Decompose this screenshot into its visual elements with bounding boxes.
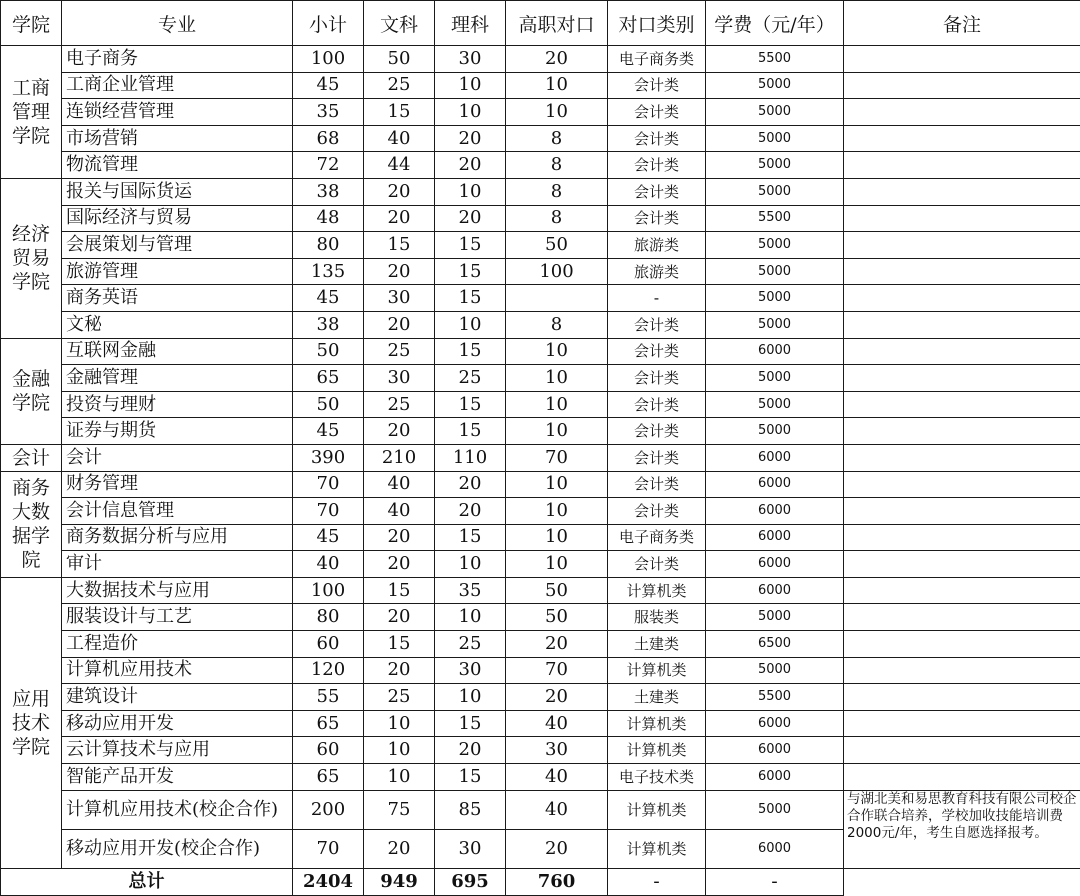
vocational-cell: 20 — [506, 46, 608, 73]
remarks-cell — [844, 391, 1080, 418]
science-cell: 25 — [435, 631, 506, 658]
vocational-cell: 20 — [506, 684, 608, 711]
total-label: 总计 — [1, 868, 293, 895]
table-row — [1, 72, 1080, 99]
tuition-cell: 6000 — [706, 338, 844, 365]
tuition-cell: 5000 — [706, 790, 844, 829]
table-row — [1, 152, 1080, 179]
science-cell: 15 — [435, 710, 506, 737]
major-cell: 移动应用开发 — [62, 710, 293, 737]
tuition-cell: 5500 — [706, 684, 844, 711]
college-cell: 商务大数据学院 — [1, 471, 62, 577]
science-cell: 15 — [435, 418, 506, 445]
arts-cell: 15 — [364, 631, 435, 658]
vocational-cell: 50 — [506, 577, 608, 604]
remarks-cell — [844, 285, 1080, 312]
category-cell: 会计类 — [608, 99, 706, 126]
vocational-cell: 40 — [506, 790, 608, 829]
header-major: 专业 — [62, 1, 293, 46]
science-cell: 15 — [435, 258, 506, 285]
category-cell: 会计类 — [608, 125, 706, 152]
total-remarks — [844, 868, 1080, 895]
science-cell: 10 — [435, 99, 506, 126]
vocational-cell: 10 — [506, 418, 608, 445]
category-cell: 会计类 — [608, 498, 706, 525]
remarks-cell — [844, 178, 1080, 205]
table-row — [1, 684, 1080, 711]
science-cell: 15 — [435, 391, 506, 418]
tuition-cell: 6000 — [706, 737, 844, 764]
major-cell: 投资与理财 — [62, 391, 293, 418]
table-row — [1, 365, 1080, 392]
table-row — [1, 498, 1080, 525]
major-cell: 金融管理 — [62, 365, 293, 392]
subtotal-cell: 45 — [293, 72, 364, 99]
header-arts: 文科 — [364, 1, 435, 46]
table-row — [1, 710, 1080, 737]
science-cell: 10 — [435, 551, 506, 578]
arts-cell: 20 — [364, 205, 435, 232]
science-cell: 15 — [435, 524, 506, 551]
major-cell: 大数据技术与应用 — [62, 577, 293, 604]
major-cell: 国际经济与贸易 — [62, 205, 293, 232]
tuition-cell: 5000 — [706, 232, 844, 259]
major-cell: 文秘 — [62, 311, 293, 338]
vocational-cell — [506, 285, 608, 312]
major-cell: 市场营销 — [62, 125, 293, 152]
subtotal-cell: 72 — [293, 152, 364, 179]
remarks-cell — [844, 232, 1080, 259]
major-cell: 旅游管理 — [62, 258, 293, 285]
header-category: 对口类别 — [608, 1, 706, 46]
arts-cell: 44 — [364, 152, 435, 179]
subtotal-cell: 70 — [293, 498, 364, 525]
vocational-cell: 40 — [506, 710, 608, 737]
table-row — [1, 657, 1080, 684]
category-cell: 旅游类 — [608, 232, 706, 259]
category-cell: 土建类 — [608, 631, 706, 658]
category-cell: 会计类 — [608, 418, 706, 445]
subtotal-cell: 80 — [293, 232, 364, 259]
subtotal-cell: 60 — [293, 631, 364, 658]
major-cell: 计算机应用技术 — [62, 657, 293, 684]
subtotal-cell: 45 — [293, 285, 364, 312]
arts-cell: 40 — [364, 498, 435, 525]
header-vocational: 高职对口 — [506, 1, 608, 46]
tuition-cell: 6000 — [706, 710, 844, 737]
tuition-cell: 6000 — [706, 498, 844, 525]
table-row — [1, 258, 1080, 285]
science-cell: 85 — [435, 790, 506, 829]
header-science: 理科 — [435, 1, 506, 46]
tuition-cell: 6000 — [706, 577, 844, 604]
vocational-cell: 8 — [506, 205, 608, 232]
tuition-cell: 5000 — [706, 258, 844, 285]
college-cell: 经济贸易学院 — [1, 178, 62, 338]
arts-cell: 40 — [364, 471, 435, 498]
tuition-cell: 5000 — [706, 311, 844, 338]
subtotal-cell: 55 — [293, 684, 364, 711]
arts-cell: 20 — [364, 178, 435, 205]
major-cell: 审计 — [62, 551, 293, 578]
remarks-cell — [844, 551, 1080, 578]
remarks-cell — [844, 577, 1080, 604]
table-row — [1, 790, 1080, 829]
science-cell: 15 — [435, 338, 506, 365]
remarks-cell — [844, 604, 1080, 631]
subtotal-cell: 65 — [293, 764, 364, 791]
subtotal-cell: 50 — [293, 391, 364, 418]
vocational-cell: 10 — [506, 99, 608, 126]
remarks-cell — [844, 684, 1080, 711]
arts-cell: 15 — [364, 99, 435, 126]
vocational-cell: 10 — [506, 391, 608, 418]
arts-cell: 10 — [364, 764, 435, 791]
arts-cell: 10 — [364, 737, 435, 764]
science-cell: 10 — [435, 604, 506, 631]
subtotal-cell: 68 — [293, 125, 364, 152]
arts-cell: 210 — [364, 444, 435, 471]
remarks-cell — [844, 444, 1080, 471]
remarks-cell — [844, 152, 1080, 179]
remarks-cell — [844, 311, 1080, 338]
tuition-cell: 5000 — [706, 657, 844, 684]
tuition-cell: 6000 — [706, 471, 844, 498]
vocational-cell: 30 — [506, 737, 608, 764]
category-cell: 会计类 — [608, 444, 706, 471]
tuition-cell: 5500 — [706, 46, 844, 73]
vocational-cell: 8 — [506, 152, 608, 179]
category-cell: - — [608, 285, 706, 312]
science-cell: 20 — [435, 125, 506, 152]
header-tuition: 学费（元/年） — [706, 1, 844, 46]
major-cell: 电子商务 — [62, 46, 293, 73]
vocational-cell: 10 — [506, 498, 608, 525]
category-cell: 会计类 — [608, 72, 706, 99]
arts-cell: 20 — [364, 604, 435, 631]
category-cell: 会计类 — [608, 338, 706, 365]
table-row — [1, 285, 1080, 312]
major-cell: 建筑设计 — [62, 684, 293, 711]
category-cell: 旅游类 — [608, 258, 706, 285]
tuition-cell: 5000 — [706, 604, 844, 631]
category-cell: 会计类 — [608, 551, 706, 578]
science-cell: 30 — [435, 657, 506, 684]
total-subtotal: 2404 — [293, 868, 364, 895]
table-row — [1, 764, 1080, 791]
subtotal-cell: 38 — [293, 311, 364, 338]
remarks-cell — [844, 418, 1080, 445]
category-cell: 会计类 — [608, 152, 706, 179]
remarks-cell — [844, 471, 1080, 498]
vocational-cell: 10 — [506, 524, 608, 551]
header-college: 学院 — [1, 1, 62, 46]
arts-cell: 20 — [364, 657, 435, 684]
science-cell: 15 — [435, 285, 506, 312]
category-cell: 会计类 — [608, 365, 706, 392]
science-cell: 15 — [435, 232, 506, 259]
table-row — [1, 338, 1080, 365]
category-cell: 会计类 — [608, 311, 706, 338]
vocational-cell: 10 — [506, 72, 608, 99]
major-cell: 证券与期货 — [62, 418, 293, 445]
tuition-cell: 5500 — [706, 205, 844, 232]
arts-cell: 50 — [364, 46, 435, 73]
vocational-cell: 20 — [506, 829, 608, 868]
category-cell: 电子技术类 — [608, 764, 706, 791]
subtotal-cell: 100 — [293, 577, 364, 604]
remarks-cell — [844, 72, 1080, 99]
table-row — [1, 46, 1080, 73]
header-remarks: 备注 — [844, 1, 1080, 46]
science-cell: 20 — [435, 152, 506, 179]
arts-cell: 10 — [364, 710, 435, 737]
college-cell: 金融学院 — [1, 338, 62, 444]
tuition-cell: 5000 — [706, 72, 844, 99]
table-row — [1, 311, 1080, 338]
remarks-cell — [844, 46, 1080, 73]
vocational-cell: 50 — [506, 232, 608, 259]
subtotal-cell: 60 — [293, 737, 364, 764]
tuition-cell: 5000 — [706, 418, 844, 445]
major-cell: 服装设计与工艺 — [62, 604, 293, 631]
remarks-cell — [844, 338, 1080, 365]
major-cell: 报关与国际货运 — [62, 178, 293, 205]
vocational-cell: 50 — [506, 604, 608, 631]
subtotal-cell: 120 — [293, 657, 364, 684]
remarks-cell — [844, 737, 1080, 764]
major-cell: 工商企业管理 — [62, 72, 293, 99]
category-cell: 会计类 — [608, 178, 706, 205]
arts-cell: 40 — [364, 125, 435, 152]
arts-cell: 15 — [364, 577, 435, 604]
arts-cell: 20 — [364, 524, 435, 551]
remarks-cell — [844, 524, 1080, 551]
college-cell: 会计 — [1, 444, 62, 471]
table-row — [1, 391, 1080, 418]
arts-cell: 75 — [364, 790, 435, 829]
subtotal-cell: 45 — [293, 524, 364, 551]
science-cell: 10 — [435, 72, 506, 99]
major-cell: 商务英语 — [62, 285, 293, 312]
tuition-cell: 5000 — [706, 285, 844, 312]
vocational-cell: 10 — [506, 551, 608, 578]
remarks-cell — [844, 365, 1080, 392]
table-row — [1, 125, 1080, 152]
arts-cell: 25 — [364, 72, 435, 99]
tuition-cell: 6000 — [706, 444, 844, 471]
vocational-cell: 8 — [506, 125, 608, 152]
subtotal-cell: 200 — [293, 790, 364, 829]
total-science: 695 — [435, 868, 506, 895]
science-cell: 20 — [435, 737, 506, 764]
subtotal-cell: 48 — [293, 205, 364, 232]
remarks-cell — [844, 125, 1080, 152]
tuition-cell: 5000 — [706, 365, 844, 392]
tuition-cell: 6000 — [706, 829, 844, 868]
tuition-cell: 6000 — [706, 551, 844, 578]
major-cell: 互联网金融 — [62, 338, 293, 365]
science-cell: 15 — [435, 764, 506, 791]
major-cell: 移动应用开发(校企合作) — [62, 829, 293, 868]
tuition-cell: 5000 — [706, 391, 844, 418]
arts-cell: 25 — [364, 684, 435, 711]
arts-cell: 20 — [364, 551, 435, 578]
vocational-cell: 20 — [506, 631, 608, 658]
vocational-cell: 40 — [506, 764, 608, 791]
category-cell: 计算机类 — [608, 657, 706, 684]
major-cell: 会计 — [62, 444, 293, 471]
table-body — [1, 46, 1080, 896]
remarks-cell — [844, 99, 1080, 126]
arts-cell: 20 — [364, 418, 435, 445]
category-cell: 计算机类 — [608, 577, 706, 604]
subtotal-cell: 100 — [293, 46, 364, 73]
arts-cell: 25 — [364, 338, 435, 365]
major-cell: 计算机应用技术(校企合作) — [62, 790, 293, 829]
arts-cell: 15 — [364, 232, 435, 259]
remarks-cell — [844, 764, 1080, 791]
science-cell: 20 — [435, 471, 506, 498]
remarks-cell — [844, 710, 1080, 737]
table-row — [1, 737, 1080, 764]
science-cell: 30 — [435, 46, 506, 73]
vocational-cell: 70 — [506, 444, 608, 471]
science-cell: 20 — [435, 498, 506, 525]
science-cell: 30 — [435, 829, 506, 868]
major-cell: 商务数据分析与应用 — [62, 524, 293, 551]
tuition-cell: 6000 — [706, 764, 844, 791]
remarks-cell — [844, 498, 1080, 525]
remarks-cell — [844, 258, 1080, 285]
table-row — [1, 471, 1080, 498]
tuition-cell: 5000 — [706, 152, 844, 179]
arts-cell: 20 — [364, 258, 435, 285]
table-row — [1, 444, 1080, 471]
science-cell: 25 — [435, 365, 506, 392]
major-cell: 财务管理 — [62, 471, 293, 498]
table-row — [1, 178, 1080, 205]
arts-cell: 30 — [364, 285, 435, 312]
remarks-cell — [844, 657, 1080, 684]
subtotal-cell: 70 — [293, 471, 364, 498]
science-cell: 10 — [435, 684, 506, 711]
tuition-cell: 6000 — [706, 524, 844, 551]
science-cell: 110 — [435, 444, 506, 471]
major-cell: 智能产品开发 — [62, 764, 293, 791]
science-cell: 35 — [435, 577, 506, 604]
subtotal-cell: 80 — [293, 604, 364, 631]
total-category: - — [608, 868, 706, 895]
table-row — [1, 631, 1080, 658]
tuition-cell: 6500 — [706, 631, 844, 658]
major-cell: 会计信息管理 — [62, 498, 293, 525]
category-cell: 计算机类 — [608, 829, 706, 868]
subtotal-cell: 38 — [293, 178, 364, 205]
remarks-cell — [844, 631, 1080, 658]
table-row — [1, 418, 1080, 445]
total-row — [1, 868, 1080, 895]
science-cell: 20 — [435, 205, 506, 232]
tuition-cell: 5000 — [706, 178, 844, 205]
total-vocational: 760 — [506, 868, 608, 895]
major-cell: 连锁经营管理 — [62, 99, 293, 126]
tuition-cell: 5000 — [706, 125, 844, 152]
arts-cell: 20 — [364, 829, 435, 868]
table-row — [1, 524, 1080, 551]
total-tuition: - — [706, 868, 844, 895]
category-cell: 会计类 — [608, 471, 706, 498]
subtotal-cell: 35 — [293, 99, 364, 126]
subtotal-cell: 65 — [293, 365, 364, 392]
tuition-cell: 5000 — [706, 99, 844, 126]
college-cell: 工商管理学院 — [1, 46, 62, 179]
arts-cell: 30 — [364, 365, 435, 392]
table-row — [1, 205, 1080, 232]
header-row — [1, 1, 1080, 46]
table-row — [1, 232, 1080, 259]
remarks-cell — [844, 205, 1080, 232]
vocational-cell: 100 — [506, 258, 608, 285]
category-cell: 电子商务类 — [608, 524, 706, 551]
category-cell: 计算机类 — [608, 790, 706, 829]
college-cell: 应用技术学院 — [1, 577, 62, 868]
total-arts: 949 — [364, 868, 435, 895]
major-cell: 物流管理 — [62, 152, 293, 179]
table-row — [1, 577, 1080, 604]
arts-cell: 25 — [364, 391, 435, 418]
category-cell: 会计类 — [608, 391, 706, 418]
remark-note: 与湖北美和易思教育科技有限公司校企合作联合培养，学校加收技能培训费2000元/年，考生自愿选择报考。 — [844, 790, 1080, 868]
vocational-cell: 10 — [506, 338, 608, 365]
major-cell: 云计算技术与应用 — [62, 737, 293, 764]
vocational-cell: 70 — [506, 657, 608, 684]
category-cell: 土建类 — [608, 684, 706, 711]
category-cell: 服装类 — [608, 604, 706, 631]
arts-cell: 20 — [364, 311, 435, 338]
table-row — [1, 604, 1080, 631]
major-cell: 会展策划与管理 — [62, 232, 293, 259]
table-row — [1, 99, 1080, 126]
vocational-cell: 10 — [506, 471, 608, 498]
subtotal-cell: 135 — [293, 258, 364, 285]
header-subtotal: 小计 — [293, 1, 364, 46]
category-cell: 计算机类 — [608, 710, 706, 737]
category-cell: 会计类 — [608, 205, 706, 232]
subtotal-cell: 40 — [293, 551, 364, 578]
subtotal-cell: 45 — [293, 418, 364, 445]
major-cell: 工程造价 — [62, 631, 293, 658]
subtotal-cell: 50 — [293, 338, 364, 365]
subtotal-cell: 70 — [293, 829, 364, 868]
table-row — [1, 551, 1080, 578]
category-cell: 计算机类 — [608, 737, 706, 764]
category-cell: 电子商务类 — [608, 46, 706, 73]
science-cell: 10 — [435, 311, 506, 338]
vocational-cell: 8 — [506, 178, 608, 205]
subtotal-cell: 65 — [293, 710, 364, 737]
vocational-cell: 8 — [506, 311, 608, 338]
subtotal-cell: 390 — [293, 444, 364, 471]
science-cell: 10 — [435, 178, 506, 205]
vocational-cell: 10 — [506, 365, 608, 392]
